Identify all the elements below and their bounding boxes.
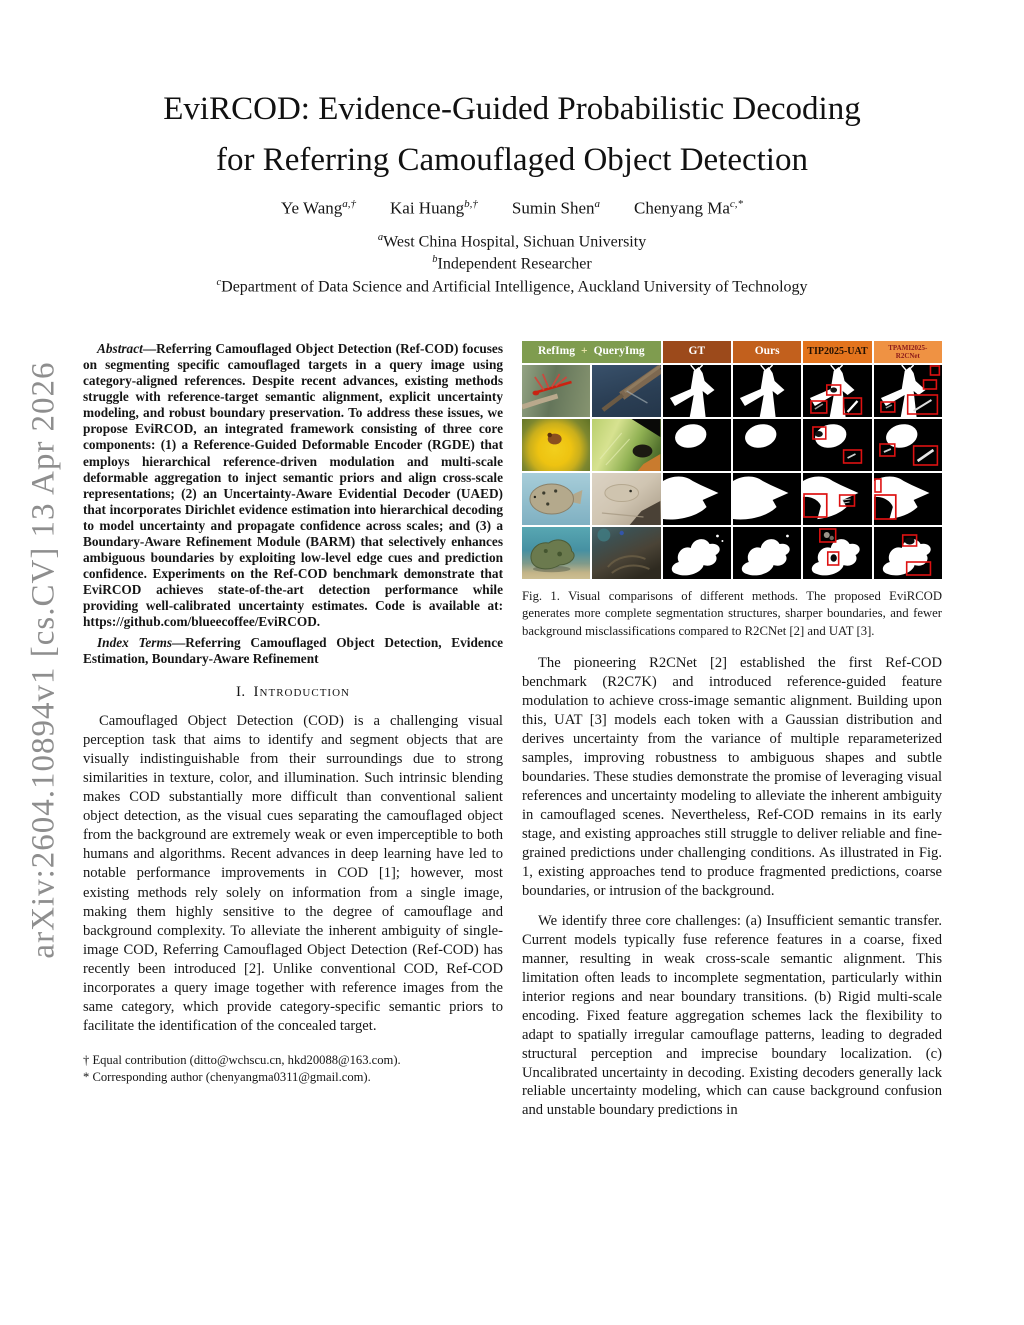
page-title-line1: EviRCOD: Evidence-Guided Probabilistic Decoding	[163, 91, 861, 127]
index-terms-text: Referring Camouflaged Object Detection, Evidence Estimation, Boundary-Aware Refinement	[83, 635, 503, 667]
blob-mask-uat	[803, 419, 871, 471]
blob-mask	[663, 419, 731, 471]
row2-r2cnet-mask-with-errors	[874, 419, 942, 471]
related-work-paragraph: The pioneering R2CNet [2] established the first Ref-COD benchmark (R2C7K) and introduced reference-guided feature modulation to achieve cross-image semantic alignment. Building upon this, UAT [3] models each token with a Gaussian distribution and derives uncertainty from the variance of multiple reparameterized samples, improving robustness to ambiguous shapes and subtle boundaries. These studies demonstrate the promise of leveraging visual references and uncertainty modeling to alleviate the inherent ambiguity in camouflaged scenes. Nevertheless, Ref-COD remains in its early stage, and existing approaches still struggle to deliver reliable and fine-grained predictions under challenging conditions. As illustrated in Fig. 1, existing approaches tend to produce fragmented predictions, coarse boundaries, or intrusion of the background.	[522, 655, 942, 899]
figure-1-caption: Fig. 1. Visual comparisons of different methods. The proposed EviRCOD generates more complete segmentation structures, sharper boundaries, and fewer background misclassifications compared to R2CNet [2] and UAT [3].	[522, 589, 942, 638]
plus-sign: +	[581, 345, 588, 358]
row1-r2cnet-mask-with-errors	[874, 365, 942, 417]
affiliation: $^b$Independent Researcher	[432, 254, 592, 273]
blob-mask-r2cnet	[874, 419, 942, 471]
row4-ours-mask-lumpy	[733, 527, 801, 579]
row3-r2cnet-mask-with-errors	[874, 473, 942, 525]
sand-photo-art	[592, 473, 660, 525]
abstract-text: Referring Camouflaged Object Detection (Ref-COD) focuses on segmenting specific camouflaged targets in a query image using category-aligned references. Despite recent advances, existing methods struggle with reference-target semantic alignment, explicit uncertainty modeling, and robust boundary preservation. To address these issues, we propose EviRCOD, an integrated framework consisting of three core components: (1) a Reference-Guided Deformable Encoder (RGDE) that employs hierarchical reference-driven modulation and multi-scale deformable aggregation to inject semantic priors and align cross-scale representations; (2) an Uncertainty-Aware Evidential Decoder (UAED) that incorporates Dirichlet evidence estimation into hierarchical decoding to model uncertainty and propagate confidence across scales; and (3) a Boundary-Aware Refinement Module (BARM) that selectively enhances ambiguous boundaries by exploiting low-level edge cues and prediction confidence. Experiments on the Ref-COD benchmark demonstrate that EviRCOD achieves state-of-the-art detection performance while providing well-calibrated uncertainty estimates. Code is available at: https://github.com/blueecoffee/EviRCOD.	[83, 341, 503, 630]
dragonfly-mask	[663, 365, 731, 417]
author: Chenyang $Ma^{c,*}$	[634, 198, 744, 218]
arxiv-watermark: arXiv:2604.10894v1 [cs.CV] 13 Apr 2026	[25, 361, 62, 959]
figure-header-tpami2025-r2cnet: TPAMI2025- R2CNet	[874, 341, 942, 363]
fish-mask-uat	[803, 473, 871, 525]
author: Kai Huang$^{b,\dagger}$	[390, 198, 478, 218]
row2-reference-photo-insect-on-flower	[522, 419, 590, 471]
row4-uat-mask-with-errors	[803, 527, 871, 579]
row3-query-photo-camouflaged-flatfish	[592, 473, 660, 525]
author-affiliation-mark: b,†	[464, 198, 478, 210]
murky-photo-art	[592, 527, 660, 579]
figure-header-ours: Ours	[733, 341, 801, 363]
affiliation: $^c$Department of Data Science and Artificial Intelligence, Auckland University of Technology	[216, 276, 808, 296]
row4-reference-photo-stonefish	[522, 527, 590, 579]
lumpy-mask-r2cnet	[874, 527, 942, 579]
author-list	[0, 198, 1024, 219]
author: Sumin Shen$^a$	[511, 198, 601, 218]
figure-header-tip2025-uat: TIP2025-UAT	[803, 341, 871, 363]
fish-mask	[733, 473, 801, 525]
dragonfly-mask-r2cnet	[874, 365, 942, 417]
dragonfly-mask-uat	[803, 365, 871, 417]
page-title-line2: for Referring Camouflaged Object Detection	[216, 142, 808, 179]
challenges-paragraph: We identify three core challenges: (a) Insufficient semantic transfer. Current models typically fuse reference features in a coarse, fixed manner, resulting in weak cross-scale semantic alignment. This limitation often leads to incomplete segmentation, particularly within interior regions and near boundary transitions. (b) Rigid multi-scale encoding. Fixed feature aggregation schemes lack the flexibility to adapt to spatially irregular camouflage patterns, leading to degraded structural perception and imprecise boundary localization. (c) Uncalibrated uncertainty in decoding. Existing decoders generally lack reliable uncertainty modeling, which can cause background confusion and unstable boundary predictions in	[522, 912, 942, 1119]
row3-gt-mask-fish	[663, 473, 731, 525]
abstract-paragraph: Abstract—Referring Camouflaged Object Detection (Ref-COD) focuses on segmenting specific camouflaged targets in a query image using category-aligned references. Despite recent advances, existing methods struggle with reference-target semantic alignment, explicit uncertainty modeling, and robust boundary preservation. To address these issues, we propose EviRCOD, an integrated framework consisting of three core components: (1) a Reference-Guided Deformable Encoder (RGDE) that employs hierarchical reference-driven modulation and multi-scale deformable aggregation to inject semantic priors and align cross-scale representations; (2) an Uncertainty-Aware Evidential Decoder (UAED) that incorporates Dirichlet evidence estimation into hierarchical decoding to model uncertainty and propagate confidence across scales; and (3) a Boundary-Aware Refinement Module (BARM) that selectively enhances ambiguous boundaries by exploiting low-level edge cues and prediction confidence. Experiments on the Ref-COD benchmark demonstrate that EviRCOD achieves state-of-the-art detection performance while providing well-calibrated uncertainty estimates. Code is available at: https://github.com/blueecoffee/EviRCOD.	[83, 341, 503, 630]
dragonfly-mask	[733, 365, 801, 417]
index-terms-paragraph: Index Terms—Referring Camouflaged Object Detection, Evidence Estimation, Boundary-Aware Refinement	[83, 635, 503, 667]
row2-gt-mask-blob	[663, 419, 731, 471]
branch-photo-art	[592, 365, 660, 417]
lumpy-mask	[733, 527, 801, 579]
row1-ours-mask-dragonfly	[733, 365, 801, 417]
figure-header-refimg-queryimg: RefImg + QueryImg	[522, 341, 661, 363]
row1-reference-photo-dragonfly	[522, 365, 590, 417]
footnote-equal-contribution: † Equal contribution (ditto@wchscu.cn, hkd20088@163.com).	[83, 1053, 401, 1068]
fish-photo-art	[522, 473, 590, 525]
author-affiliation-mark: a,†	[342, 198, 357, 210]
row2-uat-mask-with-errors	[803, 419, 871, 471]
row3-uat-mask-with-errors	[803, 473, 871, 525]
introduction-paragraph: Camouflaged Object Detection (COD) is a challenging visual perception task that aims to identify and segment objects that are visually indistinguishable from their surroundings due to strong similarities in texture, color, and illumination. Such intrinsic blending makes COD substantially more difficult than conventional salient object detection, as the visual cues separating the camouflaged object from the background are extremely weak or even imperceptible to both humans and algorithms. Recent advances in deep learning have led to notable performance improvements in COD [1]; however, most existing methods rely solely on information from a single image, making them highly sensitive to the degree of camouflage and background complexity. To alleviate the inherent ambiguity of single-image COD, Referring Camouflaged Object Detection (Ref-COD) has recently been introduced [2]. Unlike conventional COD, Ref-COD incorporates a query image together with reference images from the same category, which provide category-specific semantic priors to facilitate the identification of the concealed target.	[83, 712, 503, 1035]
page-title	[0, 84, 1024, 186]
lumpy-mask-uat	[803, 527, 871, 579]
abstract-label: Abstract	[97, 341, 143, 356]
row2-query-photo-camouflaged-insect-on-leaf	[592, 419, 660, 471]
row4-gt-mask-lumpy	[663, 527, 731, 579]
author-affiliation-mark: c,*	[729, 198, 744, 210]
section-heading-introduction: I. Introduction	[236, 683, 350, 700]
row4-r2cnet-mask-with-errors	[874, 527, 942, 579]
row2-ours-mask-blob	[733, 419, 801, 471]
leaf-photo-art	[592, 419, 660, 471]
figure-1-grid	[522, 341, 942, 579]
right-column	[522, 341, 942, 1120]
author-affiliation-mark: a	[594, 198, 601, 210]
dragonfly-photo-art	[522, 365, 590, 417]
index-terms-label: Index Terms	[97, 635, 172, 651]
rock-photo-art	[522, 527, 590, 579]
row3-reference-photo-flatfish	[522, 473, 590, 525]
affiliation: $^a$West China Hospital, Sichuan University	[377, 232, 647, 251]
blob-mask	[733, 419, 801, 471]
row4-query-photo-camouflaged-stonefish	[592, 527, 660, 579]
figure-header-gt: GT	[663, 341, 731, 363]
fish-mask	[663, 473, 731, 525]
row1-gt-mask-dragonfly	[663, 365, 731, 417]
figure-1	[522, 341, 942, 640]
author: Ye Wang$^{a,\dagger}$	[280, 198, 357, 218]
lumpy-mask	[663, 527, 731, 579]
footnote-corresponding-author: * Corresponding author (chenyangma0311@gmail.com).	[83, 1070, 371, 1085]
left-column	[83, 341, 503, 1086]
footnotes	[83, 1052, 503, 1085]
affiliation-list	[0, 231, 1024, 298]
row3-ours-mask-fish	[733, 473, 801, 525]
fish-mask-r2cnet	[874, 473, 942, 525]
row1-query-photo-camouflaged-dragonfly	[592, 365, 660, 417]
row1-uat-mask-with-errors	[803, 365, 871, 417]
flower-photo-art	[522, 419, 590, 471]
